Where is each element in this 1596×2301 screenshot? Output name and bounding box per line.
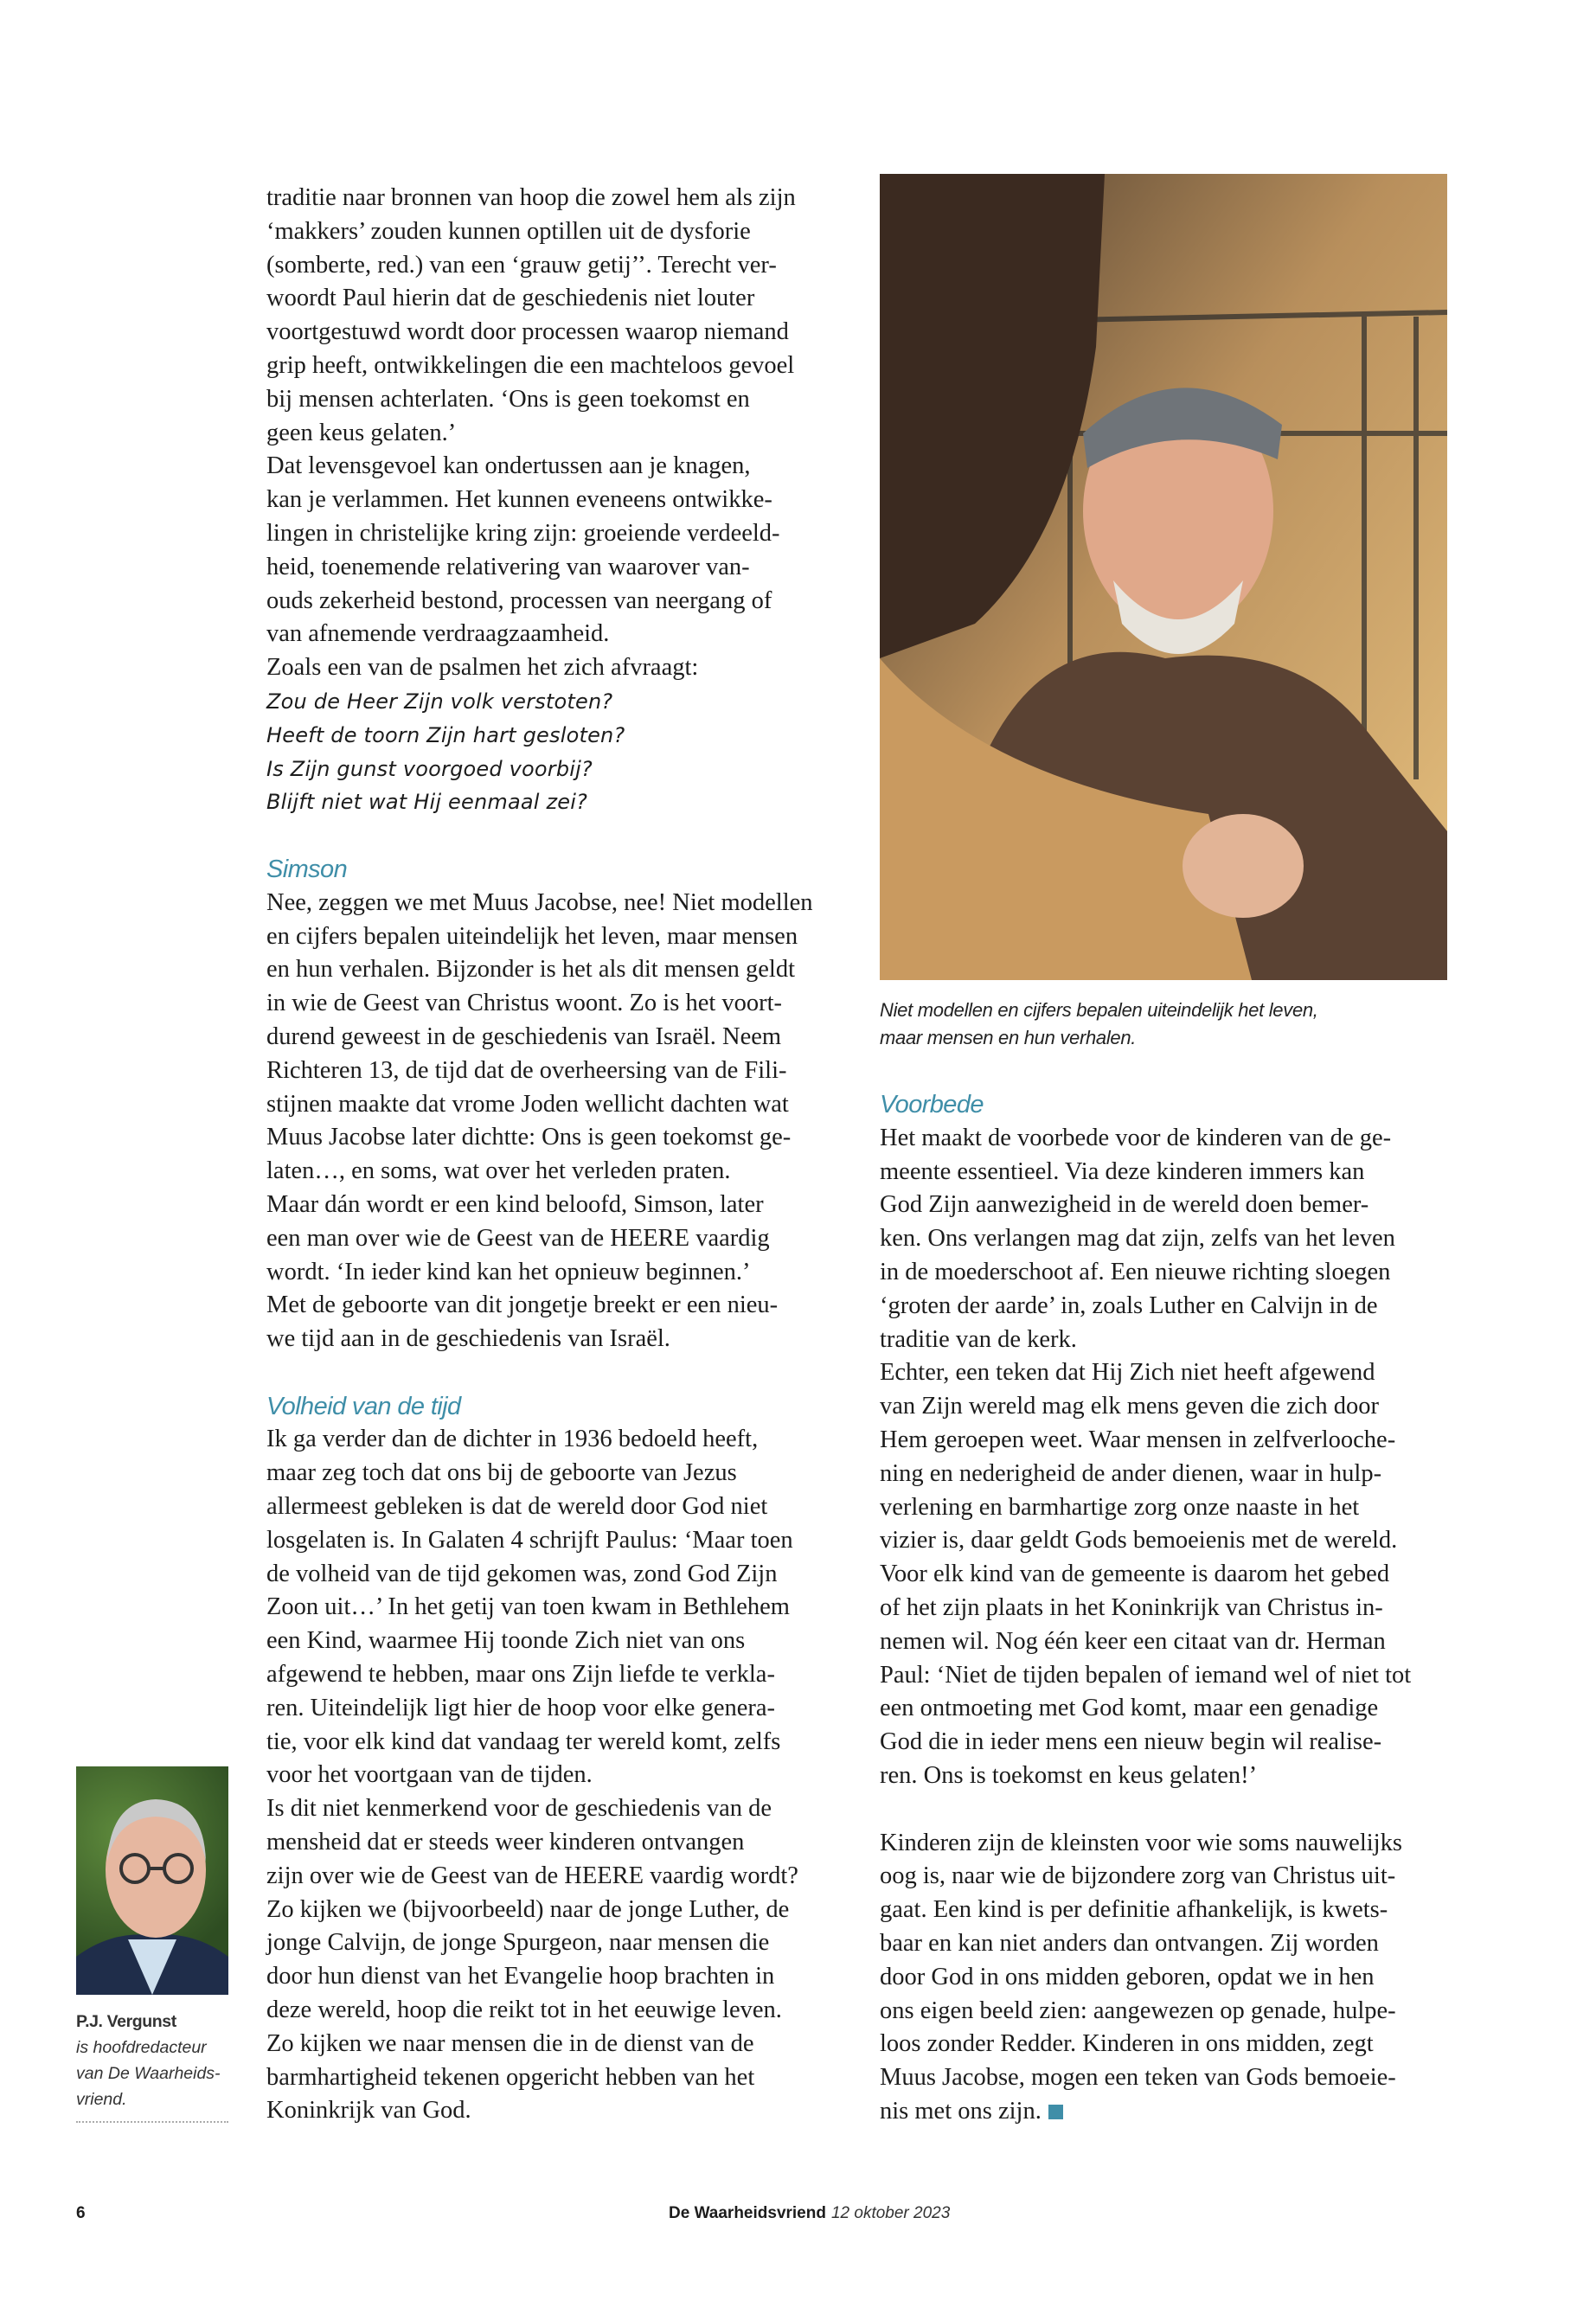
paragraph-gap bbox=[266, 819, 813, 853]
text-line bbox=[266, 1222, 813, 1256]
text-line bbox=[880, 1592, 1411, 1625]
line-text: van Zijn wereld mag elk mens geven die zich door bbox=[880, 1393, 1379, 1420]
text-line bbox=[880, 1189, 1411, 1222]
line-text: durend geweest in de geschiedenis van Israël. Neem bbox=[266, 1022, 782, 1050]
text-line bbox=[266, 1726, 813, 1759]
line-text: in wie de Geest van Christus woont. Zo is het voort- bbox=[266, 990, 783, 1017]
line-text: de volheid van de tijd gekomen was, zond God Zijn bbox=[266, 1560, 778, 1587]
text-line bbox=[880, 1458, 1411, 1491]
line-text: maar zeg toch dat ons bij de geboorte van Jezus bbox=[266, 1459, 737, 1487]
text-line bbox=[266, 1994, 813, 2028]
text-line bbox=[880, 1356, 1411, 1390]
text-line bbox=[266, 1591, 813, 1625]
line-text: voortgestuwd wordt door processen waarop niemand bbox=[266, 318, 789, 346]
text-line bbox=[880, 1290, 1411, 1324]
line-text: meente essentieel. Via deze kinderen immers kan bbox=[880, 1157, 1365, 1185]
line-text: deze wereld, hoop die reikt tot in het eeuwige leven. bbox=[266, 1997, 782, 2024]
line-text: Blijft niet wat Hij eenmaal zei? bbox=[266, 790, 588, 815]
line-text: Heeft de toorn Zijn hart gesloten? bbox=[266, 722, 625, 747]
section-heading bbox=[266, 853, 813, 887]
text-line bbox=[266, 1692, 813, 1726]
text-line bbox=[880, 1961, 1411, 1995]
line-text: Muus Jacobse, mogen een teken van Gods bemoeie- bbox=[880, 2064, 1396, 2092]
text-line bbox=[266, 1088, 813, 1122]
text-line bbox=[880, 1625, 1411, 1659]
section-heading bbox=[880, 1088, 1411, 1122]
line-text: gaat. Een kind is per definitie afhankelijk, is kwets- bbox=[880, 1896, 1388, 1924]
line-text: Simson bbox=[266, 855, 348, 883]
line-text: ning en nederigheid de ander dienen, waar in hulp- bbox=[880, 1459, 1382, 1487]
line-text: geen keus gelaten.’ bbox=[266, 419, 457, 446]
page-number: 6 bbox=[76, 2204, 86, 2222]
line-text: ‘makkers’ zouden kunnen optillen uit de dysforie bbox=[266, 217, 751, 245]
author-divider bbox=[76, 2121, 228, 2123]
text-line bbox=[880, 1491, 1411, 1525]
text-line bbox=[880, 1894, 1411, 1927]
footer-publication bbox=[669, 2204, 950, 2223]
line-text: nis met ons zijn. bbox=[880, 2097, 1042, 2125]
text-line bbox=[880, 2095, 1411, 2129]
author-portrait bbox=[76, 1766, 228, 1995]
text-line bbox=[266, 316, 813, 349]
text-line bbox=[880, 1726, 1411, 1759]
text-line bbox=[266, 1558, 813, 1592]
line-text: kan je verlammen. Het kunnen eveneens ontwikke- bbox=[266, 486, 772, 514]
line-text: in de moederschoot af. Een nieuwe richting sloegen bbox=[880, 1258, 1391, 1285]
psalm-quote-line bbox=[266, 719, 813, 753]
text-line bbox=[880, 1122, 1411, 1156]
line-text: tie, voor elk kind dat vandaag ter wereld komt, zelfs bbox=[266, 1727, 781, 1755]
text-line bbox=[266, 887, 813, 920]
photo-caption-line: maar mensen en hun verhalen. bbox=[880, 1027, 1137, 1048]
line-text: en cijfers bepalen uiteindelijk het leven, maar mensen bbox=[266, 922, 798, 950]
article-photo bbox=[880, 174, 1447, 980]
line-text: Dat levensgevoel kan ondertussen aan je knagen, bbox=[266, 452, 751, 480]
line-text: Nee, zeggen we met Muus Jacobse, nee! Niet modellen bbox=[266, 888, 813, 916]
line-text: van afnemende verdraagzaamheid. bbox=[266, 620, 610, 648]
text-line bbox=[266, 1155, 813, 1189]
line-text: Maar dán wordt er een kind beloofd, Simson, later bbox=[266, 1190, 764, 1218]
line-text: een ontmoeting met God komt, maar een genadige bbox=[880, 1695, 1379, 1722]
line-text: God Zijn aanwezigheid in de wereld doen bemer- bbox=[880, 1191, 1369, 1219]
line-text: heid, toenemende relativering van waarover van- bbox=[266, 553, 750, 580]
text-line bbox=[266, 618, 813, 651]
line-text: Zou de Heer Zijn volk verstoten? bbox=[266, 689, 613, 714]
line-text: vizier is, daar geldt Gods bemoeienis met de wereld. bbox=[880, 1527, 1398, 1554]
text-line bbox=[266, 450, 813, 484]
line-text: zijn over wie de Geest van de HEERE vaardig wordt? bbox=[266, 1862, 798, 1889]
text-line bbox=[266, 282, 813, 316]
line-text: Zo kijken we (bijvoorbeeld) naar de jonge Luther, de bbox=[266, 1895, 790, 1923]
text-line bbox=[880, 1827, 1411, 1861]
line-text: Richteren 13, de tijd dat de overheersing van de Fili- bbox=[266, 1056, 787, 1084]
line-text: stijnen maakte dat vrome Joden wellicht dachten wat bbox=[266, 1090, 789, 1118]
text-line bbox=[880, 2028, 1411, 2061]
text-line bbox=[880, 1558, 1411, 1592]
line-text: jonge Calvijn, de jonge Spurgeon, naar mensen die bbox=[266, 1929, 770, 1957]
line-text: traditie naar bronnen van hoop die zowel hem als zijn bbox=[266, 184, 796, 211]
text-line bbox=[880, 1659, 1411, 1693]
photo-caption-line: Niet modellen en cijfers bepalen uiteindelijk het leven, bbox=[880, 999, 1318, 1021]
psalm-quote-line bbox=[266, 785, 813, 819]
line-text: mensheid dat er steeds weer kinderen ontvangen bbox=[266, 1829, 745, 1856]
line-text: bij mensen achterlaten. ‘Ons is geen toekomst en bbox=[266, 385, 750, 413]
text-line bbox=[266, 1289, 813, 1323]
text-line bbox=[880, 1256, 1411, 1290]
line-text: oog is, naar wie de bijzondere zorg van Christus uit- bbox=[880, 1862, 1396, 1890]
text-line bbox=[880, 1692, 1411, 1726]
line-text: loos zonder Redder. Kinderen in ons midden, zegt bbox=[880, 2030, 1374, 2058]
text-line bbox=[880, 1759, 1411, 1793]
text-line bbox=[266, 1658, 813, 1692]
line-text: Met de geboorte van dit jongetje breekt er een nieu- bbox=[266, 1292, 779, 1319]
text-line bbox=[266, 551, 813, 585]
line-text: door God in ons midden geboren, opdat we in hen bbox=[880, 1963, 1375, 1990]
line-text: grip heeft, ontwikkelingen die een machteloos gevoel bbox=[266, 351, 795, 379]
text-line bbox=[266, 182, 813, 215]
text-line bbox=[266, 1860, 813, 1894]
text-line bbox=[880, 1860, 1411, 1894]
line-text: Echter, een teken dat Hij Zich niet heeft afgewend bbox=[880, 1359, 1375, 1387]
text-line bbox=[266, 920, 813, 954]
line-text: ken. Ons verlangen mag dat zijn, zelfs van het leven bbox=[880, 1225, 1395, 1253]
psalm-quote-line bbox=[266, 753, 813, 786]
text-line bbox=[266, 1323, 813, 1356]
text-line bbox=[266, 1490, 813, 1524]
line-text: Het maakt de voorbede voor de kinderen van de ge- bbox=[880, 1124, 1392, 1151]
text-line bbox=[266, 1121, 813, 1155]
line-text: barmhartigheid tekenen opgericht hebben van het bbox=[266, 2063, 755, 2091]
text-line bbox=[880, 1927, 1411, 1961]
text-line bbox=[266, 651, 813, 685]
article-column-left bbox=[266, 182, 813, 2128]
photo-caption bbox=[880, 997, 1318, 1052]
text-line bbox=[266, 1826, 813, 1860]
line-text: (somberte, red.) van een ‘grauw getij’’. Terecht ver- bbox=[266, 251, 777, 279]
line-text: Is dit niet kenmerkend voor de geschiedenis van de bbox=[266, 1795, 772, 1823]
author-role-line: vriend. bbox=[76, 2090, 127, 2109]
section-heading bbox=[266, 1390, 813, 1424]
line-text: lingen in christelijke kring zijn: groeiende verdeeld- bbox=[266, 519, 780, 547]
text-line bbox=[266, 1960, 813, 1994]
line-text: Zoon uit…’ In het getij van toen kwam in Bethlehem bbox=[266, 1593, 790, 1621]
text-line bbox=[266, 383, 813, 417]
line-text: Koninkrijk van God. bbox=[266, 2097, 471, 2125]
line-text: Volheid van de tijd bbox=[266, 1392, 461, 1420]
line-text: allermeest gebleken is dat de wereld door God niet bbox=[266, 1493, 768, 1521]
line-text: Muus Jacobse later dichtte: Ons is geen toekomst ge- bbox=[266, 1124, 792, 1151]
line-text: voor het voortgaan van de tijden. bbox=[266, 1761, 593, 1789]
line-text: wordt. ‘In ieder kind kan het opnieuw beginnen.’ bbox=[266, 1258, 751, 1285]
article-column-right bbox=[880, 1088, 1411, 2129]
line-text: Is Zijn gunst voorgoed voorbij? bbox=[266, 756, 593, 781]
text-line bbox=[266, 987, 813, 1021]
text-line bbox=[266, 249, 813, 283]
text-line bbox=[266, 1457, 813, 1490]
line-text: Kinderen zijn de kleinsten voor wie soms nauwelijks bbox=[880, 1829, 1402, 1856]
line-text: Hem geroepen weet. Waar mensen in zelfverlooche- bbox=[880, 1426, 1396, 1453]
line-text: een man over wie de Geest van de HEERE vaardig bbox=[266, 1224, 770, 1252]
text-line bbox=[266, 2061, 813, 2095]
text-line bbox=[266, 1021, 813, 1054]
text-line bbox=[266, 484, 813, 517]
text-line bbox=[266, 1256, 813, 1290]
end-of-article-square-icon bbox=[1048, 2105, 1063, 2119]
line-text: een Kind, waarmee Hij toonde Zich niet van ons bbox=[266, 1627, 746, 1655]
text-line bbox=[880, 1156, 1411, 1189]
text-line bbox=[266, 517, 813, 551]
line-text: Ik ga verder dan de dichter in 1936 bedoeld heeft, bbox=[266, 1426, 759, 1453]
line-text: we tijd aan in de geschiedenis van Israël. bbox=[266, 1325, 670, 1353]
text-line bbox=[266, 585, 813, 619]
line-text: baar en kan niet anders dan ontvangen. Zij worden bbox=[880, 1929, 1379, 1957]
text-line bbox=[880, 2061, 1411, 2095]
line-text: woordt Paul hierin dat de geschiedenis niet louter bbox=[266, 285, 755, 312]
line-text: ‘groten der aarde’ in, zoals Luther en Calvijn in de bbox=[880, 1292, 1378, 1319]
text-line bbox=[266, 1926, 813, 1960]
text-line bbox=[266, 1054, 813, 1088]
author-role-line: van De Waarheids- bbox=[76, 2064, 221, 2083]
text-line bbox=[266, 215, 813, 249]
line-text: Paul: ‘Niet de tijden bepalen of iemand wel of niet tot bbox=[880, 1661, 1412, 1689]
text-line bbox=[880, 1524, 1411, 1558]
line-text: Voor elk kind van de gemeente is daarom het gebed bbox=[880, 1561, 1390, 1588]
line-text: ons eigen beeld zien: aangewezen op genade, hulpe- bbox=[880, 1997, 1396, 2024]
line-text: Zoals een van de psalmen het zich afvraagt: bbox=[266, 654, 699, 682]
line-text: verlening en barmhartige zorg onze naaste in het bbox=[880, 1493, 1360, 1521]
text-line bbox=[266, 2094, 813, 2128]
paragraph-gap bbox=[266, 1356, 813, 1390]
line-text: traditie van de kerk. bbox=[880, 1325, 1077, 1353]
author-bio bbox=[76, 2009, 228, 2112]
publication-date: 12 oktober 2023 bbox=[830, 2204, 951, 2222]
text-line bbox=[266, 1524, 813, 1558]
line-text: en hun verhalen. Bijzonder is het als dit mensen geldt bbox=[266, 956, 796, 984]
text-line bbox=[266, 1792, 813, 1826]
line-text: losgelaten is. In Galaten 4 schrijft Paulus: ‘Maar toen bbox=[266, 1526, 793, 1554]
text-line bbox=[266, 1759, 813, 1792]
publication-name: De Waarheidsvriend bbox=[669, 2204, 826, 2222]
text-line bbox=[880, 1424, 1411, 1458]
text-line bbox=[266, 417, 813, 451]
text-line bbox=[266, 1189, 813, 1222]
author-name: P.J. Vergunst bbox=[76, 2012, 176, 2031]
line-text: Zo kijken we naar mensen die in de dienst van de bbox=[266, 2029, 754, 2057]
line-text: ren. Uiteindelijk ligt hier de hoop voor elke genera- bbox=[266, 1694, 776, 1721]
line-text: nemen wil. Nog één keer een citaat van dr. Herman bbox=[880, 1627, 1386, 1655]
text-line bbox=[880, 1222, 1411, 1256]
line-text: laten…, en soms, wat over het verleden praten. bbox=[266, 1157, 731, 1185]
psalm-quote-line bbox=[266, 685, 813, 719]
photo-illustration bbox=[880, 174, 1447, 980]
text-line bbox=[266, 1625, 813, 1658]
line-text: of het zijn plaats in het Koninkrijk van Christus in- bbox=[880, 1593, 1383, 1621]
author-role-line: is hoofdredacteur bbox=[76, 2038, 207, 2057]
text-line bbox=[880, 1995, 1411, 2029]
line-text: afgewend te hebben, maar ons Zijn liefde te verkla- bbox=[266, 1661, 775, 1689]
text-line bbox=[266, 1894, 813, 1927]
author-portrait-illustration bbox=[76, 1766, 228, 1995]
line-text: ouds zekerheid bestond, processen van neergang of bbox=[266, 586, 772, 614]
text-line bbox=[266, 953, 813, 987]
text-line bbox=[266, 1423, 813, 1457]
text-line bbox=[880, 1324, 1411, 1357]
line-text: ren. Ons is toekomst en keus gelaten!’ bbox=[880, 1761, 1258, 1789]
line-text: God die in ieder mens een nieuw begin wil realise- bbox=[880, 1728, 1382, 1756]
line-text: Voorbede bbox=[880, 1091, 984, 1118]
text-line bbox=[880, 1390, 1411, 1424]
line-text: door hun dienst van het Evangelie hoop brachten in bbox=[266, 1963, 775, 1990]
text-line bbox=[266, 2028, 813, 2061]
paragraph-gap bbox=[880, 1793, 1411, 1827]
text-line bbox=[266, 349, 813, 383]
